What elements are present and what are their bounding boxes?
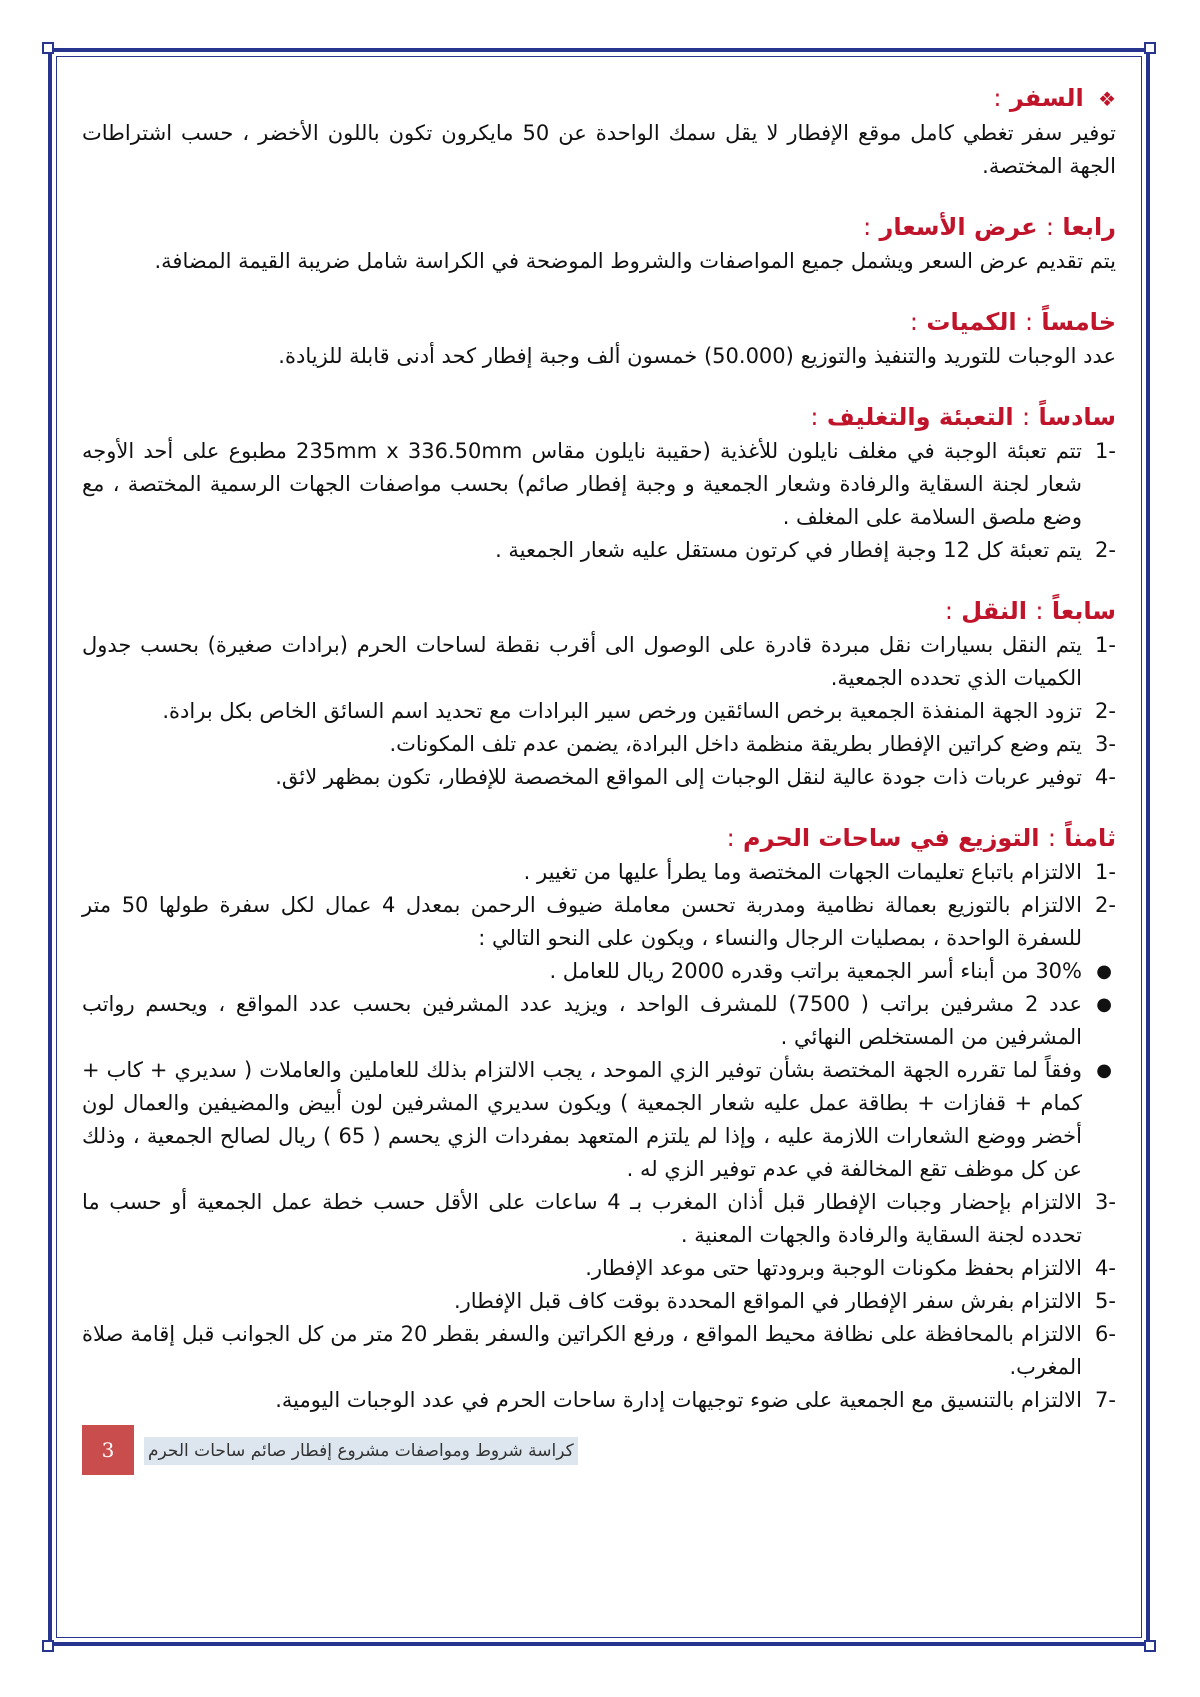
item-text: يتم وضع كراتين الإفطار بطريقة منظمة داخل البرادة، يضمن عدم تلف المكونات. (389, 732, 1082, 756)
bullet-text: وفقاً لما تقرره الجهة المختصة بشأن توفير الزي الموحد ، يجب الالتزام بذلك للعاملين والعاملات ( سديري + كاب + كمام + قفازات + بطاقة عمل عليه شعار الجمعية ) ويكون سديري المشرفين لون أبيض والمضيفين والعمال لون أخضر ووضع الشعارات اللازمة عليه ، وإذا لم يلتزم المتعهد بمفردات الزي يحسم ( 65 ) ريال لصالح الجمعية ، وذلك عن كل موظف تقع المخالفة في عدم توفير الزي له . (82, 1058, 1082, 1181)
section-8-bullets (82, 955, 1116, 1186)
item-text: الالتزام بفرش سفر الإفطار في المواقع المحددة بوقت كاف قبل الإفطار. (453, 1289, 1082, 1313)
diamond-four-petal-icon: ❖ (1098, 87, 1116, 111)
section-8-title: التوزيع في ساحات الحرم (743, 824, 1040, 852)
section-8-list (82, 856, 1116, 955)
list-item (82, 1285, 1116, 1318)
heading-colon: : (726, 824, 735, 852)
list-item (82, 1252, 1116, 1285)
section-6-heading (82, 399, 1116, 435)
item-number: -3 (1095, 1190, 1116, 1214)
item-text: الالتزام بالتوزيع بعمالة نظامية ومدربة تحسن معاملة ضيوف الرحمن بمعدل 4 عمال لكل سفرة طولها 50 متر للسفرة الواحدة ، بمصليات الرجال والنساء ، ويكون على النحو التالي : (82, 893, 1082, 950)
travel-section (82, 80, 1116, 183)
footer-document-title: كراسة شروط ومواصفات مشروع إفطار صائم ساحات الحرم (144, 1437, 578, 1465)
item-number: -4 (1095, 765, 1116, 789)
item-number: -2 (1095, 893, 1116, 917)
bullet-text: عدد 2 مشرفين براتب ( 7500) للمشرف الواحد ، ويزيد عدد المشرفين بحسب عدد المواقع ، ويحسم رواتب المشرفين من المستخلص النهائي . (82, 992, 1082, 1049)
item-text: الالتزام بالمحافظة على نظافة محيط المواقع ، ورفع الكراتين والسفر بقطر 20 متر من كل الجوانب قبل إقامة صلاة المغرب. (82, 1322, 1082, 1379)
section-7-number: سابعاً (1051, 597, 1116, 625)
section-6-title: التعبئة والتغليف (826, 403, 1014, 431)
item-number: -3 (1095, 732, 1116, 756)
section-4-title: عرض الأسعار (879, 213, 1038, 241)
list-item (82, 761, 1116, 794)
list-item (82, 889, 1116, 955)
section-6 (82, 399, 1116, 567)
section-7-heading (82, 593, 1116, 629)
heading-colon: : (993, 84, 1002, 112)
section-4-number: رابعا (1062, 213, 1116, 241)
travel-text: توفير سفر تغطي كامل موقع الإفطار لا يقل سمك الواحدة عن 50 مايكرون تكون باللون الأخضر ، حسب اشتراطات الجهة المختصة. (82, 121, 1116, 178)
section-5-text: عدد الوجبات للتوريد والتنفيذ والتوزيع (50.000) خمسون ألف وجبة إفطار كحد أدنى قابلة للزيادة. (278, 344, 1116, 368)
item-number: -1 (1095, 860, 1116, 884)
bullet-item (82, 988, 1116, 1054)
item-number: -1 (1095, 633, 1116, 657)
section-5 (82, 304, 1116, 373)
list-item (82, 695, 1116, 728)
list-item (82, 1318, 1116, 1384)
section-8-number: ثامناً (1064, 824, 1116, 852)
heading-separator: : (1045, 213, 1055, 241)
item-number: -2 (1095, 538, 1116, 562)
bullet-dot-icon: ● (1096, 961, 1112, 982)
item-text: تتم تعبئة الوجبة في مغلف نايلون للأغذية (حقيبة نايلون مقاس 235mm x 336.50mm مطبوع على أحد الأوجه شعار لجنة السقاية والرفادة وشعار الجمعية و وجبة إفطار صائم) بحسب مواصفات الجهات الرسمية المختصة ، مع وضع ملصق السلامة على المغلف . (82, 439, 1082, 529)
travel-heading (82, 80, 1116, 117)
section-4 (82, 209, 1116, 278)
list-item (82, 1384, 1116, 1417)
section-6-number: سادساً (1038, 403, 1116, 431)
section-8-list-continued (82, 1186, 1116, 1417)
heading-separator: : (1035, 597, 1044, 625)
section-6-list (82, 435, 1116, 567)
bullet-dot-icon: ● (1096, 994, 1112, 1015)
heading-colon: : (810, 403, 819, 431)
item-number: -2 (1095, 699, 1116, 723)
bullet-item (82, 1054, 1116, 1186)
heading-colon: : (944, 597, 953, 625)
item-number: -5 (1095, 1289, 1116, 1313)
section-5-heading (82, 304, 1116, 340)
section-8-heading (82, 820, 1116, 856)
section-7 (82, 593, 1116, 794)
item-number: -7 (1095, 1388, 1116, 1412)
page-footer (82, 1425, 1116, 1475)
list-item (82, 856, 1116, 889)
heading-colon: : (863, 213, 872, 241)
item-number: -4 (1095, 1256, 1116, 1280)
document-body (82, 80, 1116, 1550)
section-8 (82, 820, 1116, 1417)
list-item (82, 728, 1116, 761)
item-text: الالتزام بالتنسيق مع الجمعية على ضوء توجيهات إدارة ساحات الحرم في عدد الوجبات اليومية. (275, 1388, 1082, 1412)
bullet-dot-icon: ● (1096, 1060, 1112, 1081)
item-text: الالتزام بإحضار وجبات الإفطار قبل أذان المغرب بـ 4 ساعات على الأقل حسب خطة عمل الجمعية أو حسب ما تحدده لجنة السقاية والرفادة والجهات المعنية . (82, 1190, 1082, 1247)
section-5-title: الكميات (926, 308, 1017, 336)
section-7-list (82, 629, 1116, 794)
section-5-number: خامساً (1041, 308, 1116, 336)
travel-title: السفر (1009, 84, 1084, 112)
list-item (82, 534, 1116, 567)
heading-colon: : (909, 308, 918, 336)
section-4-text: يتم تقديم عرض السعر ويشمل جميع المواصفات والشروط الموضحة في الكراسة شامل ضريبة القيمة المضافة. (154, 249, 1116, 273)
item-text: الالتزام باتباع تعليمات الجهات المختصة وما يطرأ عليها من تغيير . (523, 860, 1082, 884)
heading-separator: : (1024, 308, 1034, 336)
page-number: 3 (101, 1438, 115, 1462)
item-text: يتم النقل بسيارات نقل مبردة قادرة على الوصول الى أقرب نقطة لساحات الحرم (برادات صغيرة) بحسب جدول الكميات الذي تحدده الجمعية. (82, 633, 1082, 690)
page-number-box (82, 1425, 134, 1475)
list-item (82, 629, 1116, 695)
heading-separator: : (1047, 824, 1056, 852)
heading-separator: : (1022, 403, 1031, 431)
frame-corner-ornament (42, 1640, 54, 1652)
item-number: -6 (1095, 1322, 1116, 1346)
frame-corner-ornament (1144, 42, 1156, 54)
frame-corner-ornament (42, 42, 54, 54)
list-item (82, 1186, 1116, 1252)
section-7-title: النقل (961, 597, 1027, 625)
bullet-text: 30% من أبناء أسر الجمعية براتب وقدره 2000 ريال للعامل . (549, 959, 1082, 983)
item-text: توفير عربات ذات جودة عالية لنقل الوجبات إلى المواقع المخصصة للإفطار، تكون بمظهر لائق. (275, 765, 1082, 789)
item-number: -1 (1095, 439, 1116, 463)
section-4-heading (82, 209, 1116, 245)
item-text: الالتزام بحفظ مكونات الوجبة وبرودتها حتى موعد الإفطار. (585, 1256, 1082, 1280)
item-text: تزود الجهة المنفذة الجمعية برخص السائقين ورخص سير البرادات مع تحديد اسم السائق الخاص بكل برادة. (162, 699, 1082, 723)
list-item (82, 435, 1116, 534)
frame-corner-ornament (1144, 1640, 1156, 1652)
bullet-item (82, 955, 1116, 988)
item-text: يتم تعبئة كل 12 وجبة إفطار في كرتون مستقل عليه شعار الجمعية . (495, 538, 1082, 562)
